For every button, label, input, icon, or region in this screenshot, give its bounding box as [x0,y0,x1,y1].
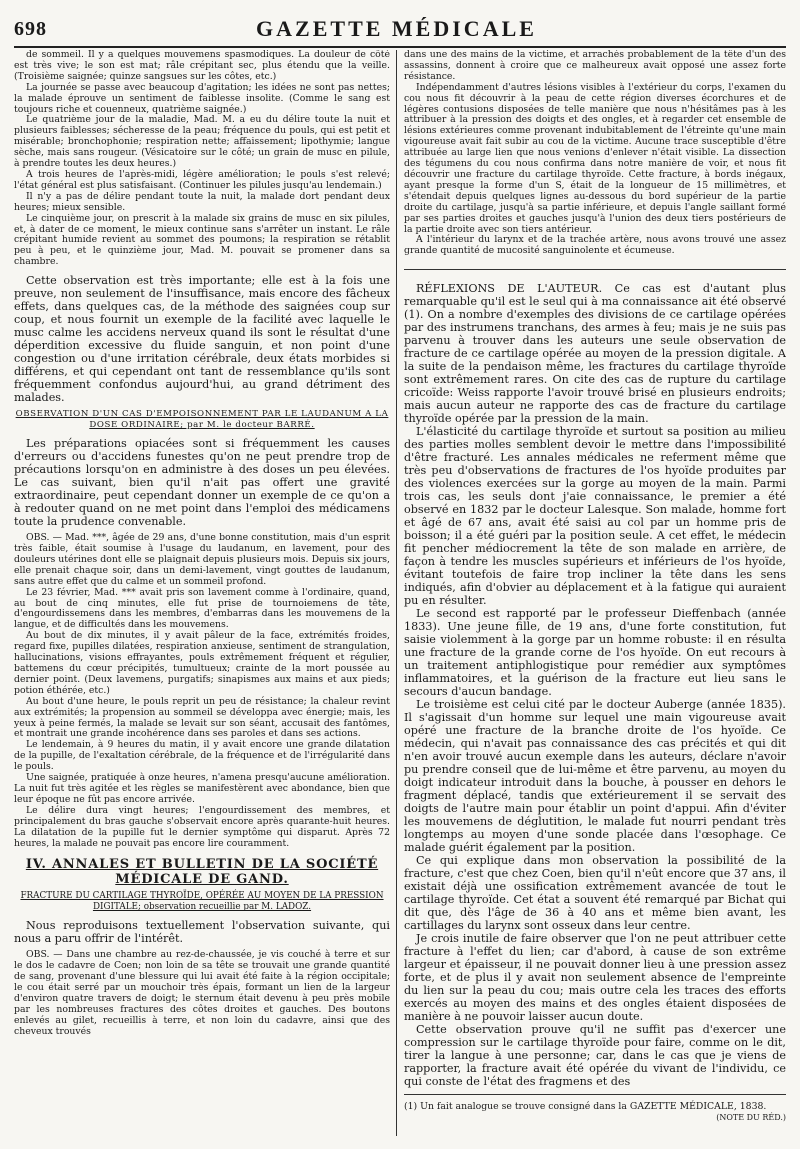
paragraph: La journée se passe avec beaucoup d'agitation; les idées ne sont pas nettes; la malade éprouve un sentiment de faiblesse insolite. (Comme le sang est toujours riche et couenneux, quatrième saignée.) [14,81,390,115]
page-header [14,14,786,44]
article-subtitle: FRACTURE DU CARTILAGE THYROÏDE, OPÉRÉE AU MOYEN DE LA PRESSION DIGITALE; observation recueillie par M. LADOZ. [20,891,384,913]
paragraph: Au bout de dix minutes, il y avait pâleur de la face, extrémités froides, regard fixe, pupilles dilatées, respiration anxieuse, sentiment de strangulation, hallucinations, visions effrayantes, pouls extrêmement fréquent et régulier, battemens du cœur précipités, tumultueux; crainte de la mort poussée au dernier point. (Deux lavemens, purgatifs; sinapismes aux mains et aux pieds; potion éthérée, etc.) [14,630,390,696]
commentary-paragraph: Cette observation est très importante; elle est à la fois une preuve, non seulement de l'insuffisance, mais encore des fâcheux effets, dans quelques cas, de la méthode des saignées coup sur coup, et nous fournit un exemple de la facilité avec laquelle le musc calme les accidens nerveux quand ils sont le résultat d'une déperdition excessive du fluide sanguin, et non point d'une congestion ou d'une irritation cérébrale, deux états morbides si différens, et qui cependant ont tant de ressemblance qu'ils sont fréquemment confondus aujourd'hui, au grand détriment des malades. [14,274,390,405]
intro-paragraph: Nous reproduisons textuellement l'observation suivante, qui nous a paru offrir de l'intérêt. [14,919,390,946]
paragraph: dans une des mains de la victime, et arrachés probablement de la tête d'un des assassins, donnent à croire que ce malheureux avait opposé une assez forte résistance. [404,50,786,82]
footnote-note: (NOTE DU RÉD.) [716,1113,786,1123]
right-column [404,50,786,1136]
paragraph: OBS. — Dans une chambre au rez-de-chaussée, je vis couché à terre et sur le dos le cadavre de Coen; non loin de sa tête se trouvait une grande quantité de sang, provenant d'une blessure qui lui avait été faite à la région occipitale; le cou était serré par un mouchoir très épais, formant un lien de la largeur d'environ quatre travers de doigt; le sternum était devenu à peu près mobile par les nombreuses fractures des côtes droites et gauches. Des boutons enlevés au gilet, recueillis à terre, et non loin du cadavre, ainsi que des cheveux trouvés [14,949,390,1037]
paragraph: OBS. — Mad. ***, âgée de 29 ans, d'une bonne constitution, mais d'un esprit très faible, était soumise à l'usage du laudanum, en lavement, pour des douleurs utérines dont elle se plaignait depuis plusieurs mois. Depuis six jours, elle prenait chaque soir, dans un demi-lavement, vingt gouttes de laudanum, sans autre effet que du calme et un sommeil profond. [14,532,390,587]
page-number: 698 [14,17,47,40]
paragraph: Indépendamment d'autres lésions visibles à l'extérieur du corps, l'examen du cou nous fit découvrir à la peau de cette région diverses écorchures et de légères contusions disposées de telle manière que nous n'hésitâmes pas à les attribuer à la pression des doigts et des ongles, et à regarder cet ensemble de lésions extérieures comme provenant indubitablement de l'étreinte qu'une main vigoureuse avait fait subir au cou de la victime. Aucune trace susceptible d'être attribuée au large lien que nous venions d'enlever n'était visible. La dissection des tégumens du cou nous confirma dans notre manière de voir, et nous fit découvrir une fracture du cartilage thyroïde. Cette fracture, à bords inégaux, ayant presque la forme d'un S, était de la longueur de 15 millimètres, et s'étendait depuis quelques lignes au-dessous du bord supérieur de la partie droite du cartilage, jusqu'à sa partie inférieure, et depuis l'angle saillant formé par ses parties droites et gauches jusqu'à l'union des deux tiers postérieurs de la partie droite avec son tiers antérieur. [404,81,786,235]
header-rule [14,46,786,48]
paragraph: Le lendemain, à 9 heures du matin, il y avait encore une grande dilatation de la pupille, de l'exaltation cérébrale, de la fréquence et de l'irrégularité dans le pouls. [14,739,390,773]
footnote-text: (1) Un fait analogue se trouve consigné dans la GAZETTE MÉDICALE, 1838. [404,1101,767,1113]
paragraph: Le quatrième jour de la maladie, Mad. M. a eu du délire toute la nuit et plusieurs faiblesses; sécheresse de la peau; fréquence du pouls, qui est petit et misérable; bronchophonie; respiration nette; affaissement; lipothymie; langue sèche, mais sans rougeur. (Vésicatoire sur le côté; un grain de musc en pilule, à prendre toutes les deux heures.) [14,114,390,170]
paragraph: L'élasticité du cartilage thyroïde et surtout sa position au milieu des parties molles semblent devoir le mettre dans l'impossibilité d'être fracturé. Les annales médicales ne referment même que très peu d'observations de fractures de l'os hyoïde produites par des violences exercées sur la gorge au moyen de la main. Parmi trois cas, les seuls dont j'aie connaissance, le premier a été observé en 1832 par le docteur Lalesque. Son malade, homme fort et âgé de 67 ans, avait été saisi au col par un homme pris de boisson; il a été guéri par la position seule. A cet effet, le médecin fit pencher médiocrement la tête de son malade en arrière, de façon à tendre les muscles supérieurs et inférieurs de l'os hyoïde, évitant toutefois de faire trop incliner la tête dans les sens indiqués, afin d'obvier au déplacement et à la fatigue qui auraient pu en résulter. [404,425,786,608]
paragraph: Une saignée, pratiquée à onze heures, n'amena presqu'aucune amélioration. La nuit fut très agitée et les règles se manifestèrent avec abondance, bien que leur époque ne fût pas encore arrivée. [14,772,390,805]
paragraph: A trois heures de l'après-midi, légère amélioration; le pouls s'est relevé; l'état général est plus satisfaisant. (Continuer les pilules jusqu'au lendemain.) [14,168,390,191]
paragraph: Le troisième est celui cité par le docteur Auberge (année 1835). Il s'agissait d'un homme sur lequel une main vigoureuse avait opéré une fracture de la branche droite de l'os hyoïde. Ce médecin, qui n'avait pas connaissance des cas précités et qui dit n'en avoir trouvé aucun exemple dans les auteurs, déclare n'avoir pu prendre conseil que de lui-même et être parvenu, au moyen du doigt indicateur introduit dans la bouche, à pousser en dehors le fragment déplacé, tandis que extérieurement il se servait des doigts de l'autre main pour établir un point d'appui. Afin d'éviter les mouvemens de déglutition, le malade fut nourri pendant très longtemps au moyen d'une sonde placée dans l'œsophage. Ce malade guérit également par la position. [404,698,786,855]
paragraph: A l'intérieur du larynx et de la trachée artère, nous avons trouvé une assez grande quantité de mucosité sanguinolente et écumeuse. [404,234,786,257]
paragraph: Au bout d'une heure, le pouls reprit un peu de résistance; la chaleur revint aux extrémités; la propension au sommeil se développa avec énergie; mais, les yeux à peine fermés, la malade se levait sur son séant, accusait des fantômes, et montrait une grande incohérence dans ses paroles et dans ses actions. [14,695,390,740]
observation-title: OBSERVATION D'UN CAS D'EMPOISONNEMENT PAR LE LAUDANUM A LA DOSE ORDINAIRE; par M. le docteur BARRÉ. [15,409,389,431]
column-divider [396,50,398,1136]
footnote-rule [404,1094,786,1095]
paragraph: Je crois inutile de faire observer que l'on ne peut attribuer cette fracture à l'effet du lien; car d'abord, à cause de son extrême largeur et épaisseur, il ne pouvait donner lieu à une pression assez forte, et de plus il y avait non seulement absence de l'empreinte du lien sur la peau du cou; mais outre cela les traces des efforts exercés au moyen des mains et des ongles étaient disposées de manière à ne pouvoir laisser aucun doute. [404,932,786,1024]
paragraph: Le second est rapporté par le professeur Dieffenbach (année 1833). Une jeune fille, de 19 ans, d'une forte constitution, fut saisie violemment à la gorge par un homme robuste: il en résulta une fracture de la grande corne de l'os hyoïde. On eut recours à un traitement antiphlogistique pour remédier aux symptômes inflammatoires, et la guérison de la fracture eut lieu sans le secours d'aucun bandage. [404,607,786,699]
journal-title: GAZETTE MÉDICALE [256,16,537,41]
separator [404,269,786,270]
paragraph: Le cinquième jour, on prescrit à la malade six grains de musc en six pilules, et, à dater de ce moment, le mieux continue sans s'arrêter un instant. Le râle crépitant humide revient au sommet des poumons; la respiration se rétablit peu à peu, et le quinzième jour, Mad. M. pouvait se promener dans sa chambre. [14,212,390,268]
paragraph: Le 23 février, Mad. *** avait pris son lavement comme à l'ordinaire, quand, au bout de cinq minutes, elle fut prise de tournoiemens de tête, d'engourdissemens dans les membres, d'embarras dans les mouvemens de la langue, et de difficultés dans les mouvemens. [14,586,390,631]
paragraph: de sommeil. Il y a quelques mouvemens spasmodiques. La douleur de côté est très vive; le son est mat; râle crépitant sec, plus étendu que la veille. (Troisième saignée; quinze sangsues sur les côtes, etc.) [14,50,390,82]
intro-paragraph: Les préparations opiacées sont si fréquemment les causes d'erreurs ou d'accidens funestes qu'on ne peut prendre trop de précautions lorsqu'on en administre à des doses un peu élevées. Le cas suivant, bien qu'il n'ait pas offert une gravité extraordinaire, peut cependant donner un exemple de ce qu'on a à redouter quand on ne met point dans l'emploi des médicamens toute la prudence convenable. [14,437,390,529]
paragraph: Cette observation prouve qu'il ne suffit pas d'exercer une compression sur le cartilage thyroïde pour faire, comme on le dit, tirer la langue à une personne; car, dans le cas que je viens de rapporter, la fracture avait été opérée du vivant de l'individu, ce qui conste de l'état des fragmens et des [404,1023,786,1089]
reflections-paragraph: RÉFLEXIONS DE L'AUTEUR. Ce cas est d'autant plus remarquable qu'il est le seul qui à ma connaissance ait été observé (1). On a nombre d'exemples des divisions de ce cartilage opérées par des instrumens tranchans, des armes à feu; mais je ne suis pas parvenu à trouver dans les auteurs une seule observation de fracture de ce cartilage opérée au moyen de la pression digitale. A la suite de la pendaison même, les fractures du cartilage thyroïde sont extrêmement rares. On cite des cas de rupture du cartilage cricoïde: Weiss rapporte l'avoir trouvé brisé en plusieurs endroits; mais aucun auteur ne rapporte des cas de fracture du cartilage thyroïde opérée par la pression de la main. [404,282,786,426]
paragraph: Le délire dura vingt heures; l'engourdissement des membres, et principalement du bras gauche s'observait encore après quarante-huit heures. La dilatation de la pupille fut le dernier symptôme qui disparut. Après 72 heures, la malade ne pouvait pas encore lire couramment. [14,804,390,849]
section-heading: IV. ANNALES ET BULLETIN DE LA SOCIÉTÉ MÉDICALE DE GAND. [25,857,379,888]
footnote [404,1101,786,1123]
left-column [14,50,390,1136]
paragraph: Il n'y a pas de délire pendant toute la nuit, la malade dort pendant deux heures; mieux sensible. [14,190,390,213]
paragraph: Ce qui explique dans mon observation la possibilité de la fracture, c'est que chez Coen, bien qu'il n'eût encore que 37 ans, il existait déjà une ossification extrêmement avancée de tout le cartilage thyroïde. Cet état a souvent été remarqué par Bichat qui dit que, dès l'âge de 36 à 40 ans et même bien avant, les cartillages du larynx sont osseux dans leur centre. [404,854,786,933]
